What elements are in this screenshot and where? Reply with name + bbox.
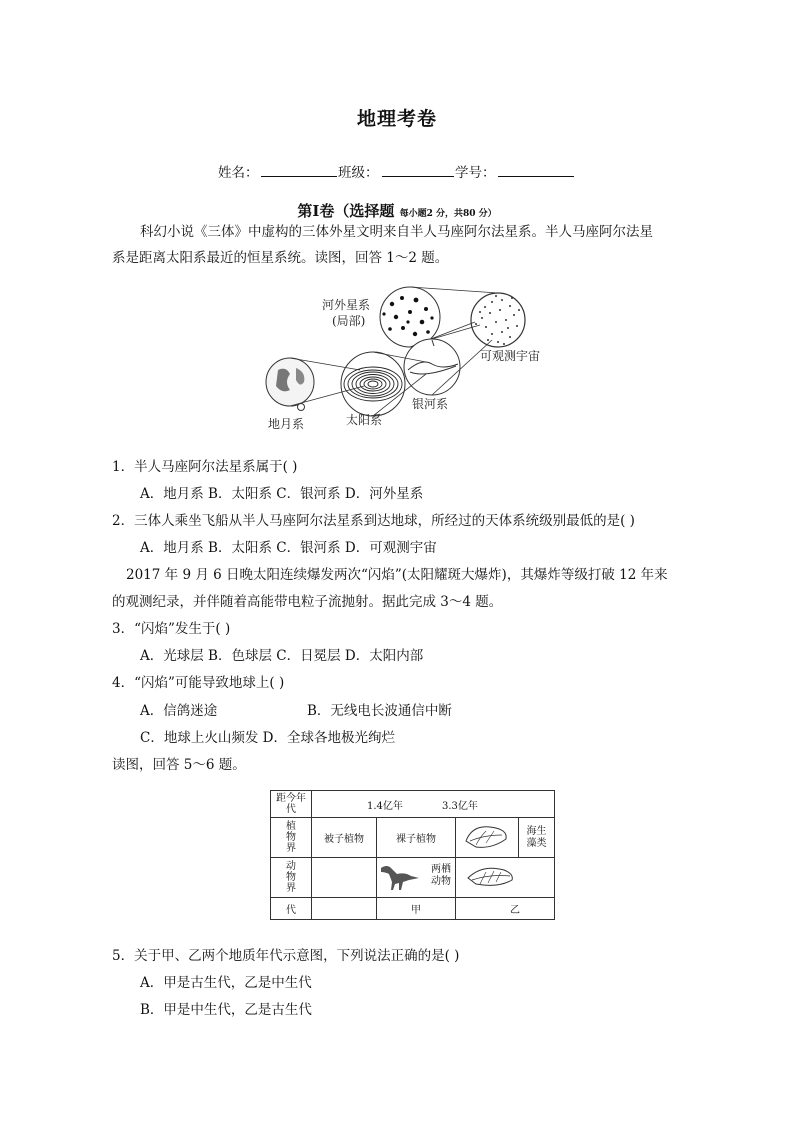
id-label: 学号：: [455, 165, 496, 181]
celestial-systems-figure: [260, 282, 560, 434]
animal-dinosaur-cell: [377, 858, 456, 898]
plant-gymnosperm: 裸子植物: [377, 818, 456, 858]
section-heading: [0, 200, 794, 221]
q5-stem: 5．关于甲、乙两个地质年代示意图，下列说法正确的是( ): [112, 948, 460, 964]
era-empty: [312, 898, 377, 920]
q4-option-a: A．信鸽迷途: [140, 703, 218, 719]
student-info-line: [218, 161, 259, 181]
read-prompt: 读图，回答 5～6 题。: [112, 757, 246, 773]
label-earthmoon: 地月系: [268, 417, 305, 431]
label-universe: 可观测宇宙: [480, 349, 541, 363]
q2-stem: 2．三体人乘坐飞船从半人马座阿尔法星系到达地球，所经过的天体系统级别最低的是( ): [112, 513, 635, 529]
q4-stem: 4．“闪焰”可能导致地球上( ): [112, 675, 285, 691]
animal-amphibian: 两栖动物: [431, 864, 451, 887]
passage1-line1: 科幻小说《三体》中虚构的三体外星文明来自半人马座阿尔法星系。半人马座阿尔法星: [140, 224, 653, 240]
geologic-era-table: [270, 790, 555, 920]
passage1-line2: 系是距离太阳系最近的恒星系统。读图，回答 1～2 题。: [112, 250, 449, 266]
moon: [298, 404, 305, 411]
time-330: 3.3亿年: [442, 801, 478, 812]
class-label: 班级：: [338, 165, 379, 181]
name-blank[interactable]: [261, 176, 337, 177]
q5-option-a: A．甲是古生代，乙是中生代: [140, 975, 312, 991]
q1-stem: 1．半人马座阿尔法星系属于( ): [112, 459, 298, 475]
time-140: 1.4亿年: [367, 801, 403, 812]
row-animal-header: [271, 858, 312, 898]
q1-options: A．地月系 B．太阳系 C．银河系 D．河外星系: [140, 486, 424, 502]
page-title: 地理考卷: [356, 108, 437, 130]
plant-angiosperm: 被子植物: [312, 818, 377, 858]
id-blank[interactable]: [498, 176, 574, 177]
label-extragalactic: 河外星系: [322, 298, 371, 312]
label-partial: (局部): [332, 314, 366, 328]
class-blank[interactable]: [382, 176, 454, 177]
earth-moon-circle: [266, 358, 314, 406]
solar-system-circle: [341, 352, 405, 416]
q5-option-b: B．甲是中生代，乙是古生代: [140, 1002, 312, 1018]
era-jia: 甲: [377, 898, 456, 920]
q3-options: A．光球层 B．色球层 C．日冕层 D．太阳内部: [140, 648, 424, 664]
passage2-line1: 2017 年 9 月 6 日晚太阳连续爆发两次“闪焰”(太阳耀斑大爆炸)，其爆炸等级打破 12 年来: [126, 567, 668, 583]
q2-options: A．地月系 B．太阳系 C．银河系 D．可观测宇宙: [140, 540, 437, 556]
time-cell: [312, 791, 555, 818]
era-yi: 乙: [456, 898, 555, 920]
q3-stem: 3．“闪焰”发生于( ): [112, 621, 231, 637]
plant-marine-algae-label: 海生藻类: [526, 825, 547, 849]
row-plant-label: 植物界: [286, 821, 296, 854]
animal-empty: [312, 858, 377, 898]
animal-fish-cell: [456, 858, 555, 898]
name-label: 姓名：: [218, 165, 259, 181]
q4-option-b: B．无线电长波通信中断: [307, 703, 452, 719]
dinosaur-icon: [377, 862, 421, 892]
row-era-header: 代: [271, 898, 312, 920]
plant-algae-icon-cell: [456, 818, 519, 858]
section-title: 第Ⅰ卷（选择题: [297, 202, 395, 220]
passage2-line2: 的观测纪录，并伴随着高能带电粒子流抛射。据此完成 3～4 题。: [112, 594, 503, 610]
row-animal-label: 动物界: [286, 861, 296, 894]
q4-options-cd: C．地球上火山频发 D．全球各地极光绚烂: [140, 730, 395, 746]
universe-circle: [471, 293, 525, 347]
leaf-icon: [462, 821, 512, 851]
fish-fossil-icon: [464, 862, 518, 890]
plant-marine-algae: [519, 818, 555, 858]
label-solar: 太阳系: [346, 413, 383, 427]
section-note: 每小题2 分，共80 分）: [399, 209, 497, 219]
row-time-header: 距今年代: [271, 791, 312, 818]
label-milkyway: 银河系: [412, 397, 449, 411]
row-plant-header: [271, 818, 312, 858]
